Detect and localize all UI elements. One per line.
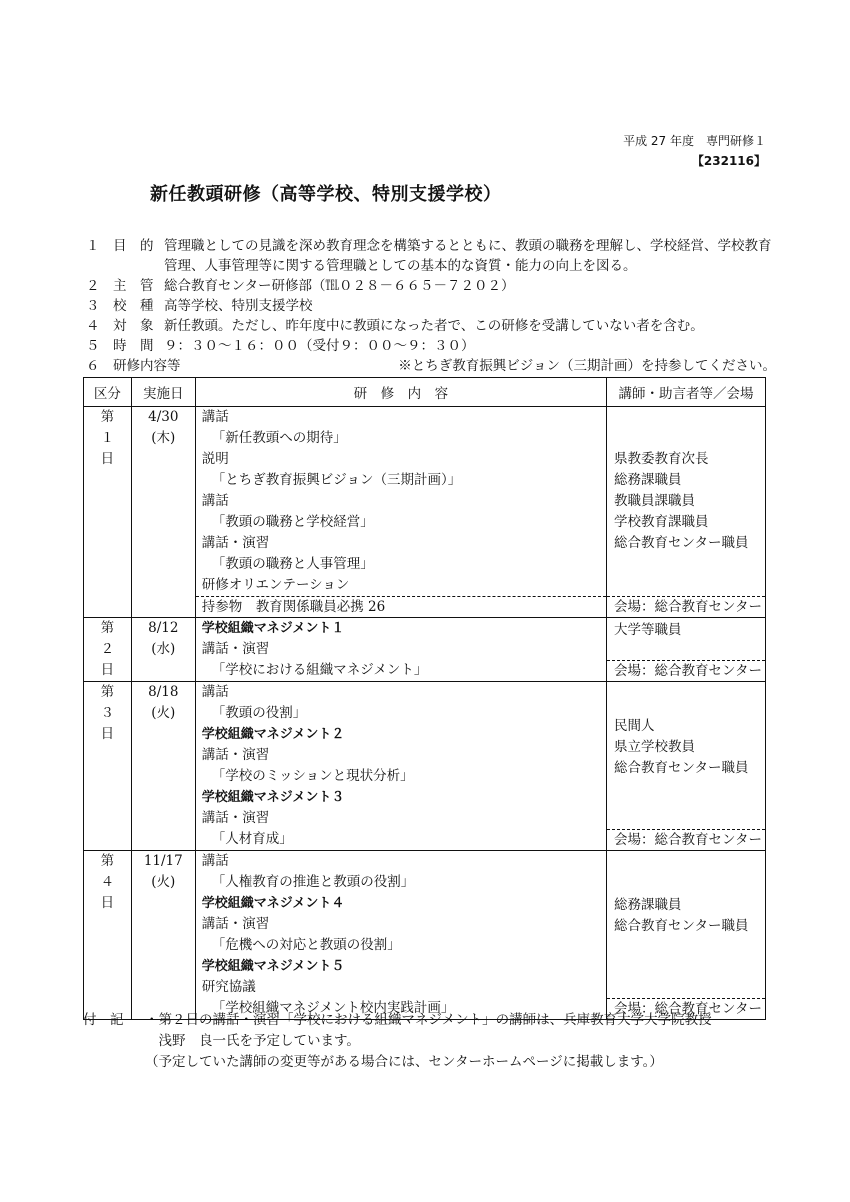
day-char: 日 (100, 662, 115, 678)
date-value: 4/30 (148, 409, 179, 425)
day-label (84, 682, 132, 851)
content-line: 「学校における組織マネジメント」 (211, 662, 428, 678)
info-row-content (86, 356, 776, 376)
lecturer-line: 総合教育センター職員 (614, 918, 749, 934)
info-row-time (86, 336, 776, 356)
lecturer-line: 県立学校教員 (614, 739, 696, 755)
info-text: 総合教育センター研修部（℡０２８－６６５－７２０２） (164, 278, 515, 294)
day-char: 第 (100, 409, 115, 425)
content-line: 講話・演習 (201, 641, 270, 657)
table-row-day1 (84, 407, 766, 618)
content-line: 講話 (201, 684, 229, 700)
info-text: 新任教頭。ただし、昨年度中に教頭になった者で、この研修を受講していない者を含む。 (164, 318, 704, 334)
content-line: 説明 (201, 451, 229, 467)
info-label: １ 目 的 (86, 238, 154, 254)
content-line: 「教頭の職務と学校経営」 (211, 514, 374, 530)
content-line: 講話 (201, 493, 229, 509)
footnote-row (83, 1010, 712, 1031)
content-line: 講話 (201, 409, 229, 425)
info-row-school-type (86, 296, 776, 316)
lecturer-line: 民間人 (614, 718, 655, 734)
day-number: ３ (100, 705, 115, 721)
header-lecturer: 講師・助言者等／会場 (607, 378, 766, 407)
date-cell (131, 682, 195, 851)
lecturer-cell (607, 407, 766, 618)
lecturer-cell (607, 682, 766, 851)
venue-label: 会場：総合教育センター (607, 829, 765, 850)
header-date: 実施日 (131, 378, 195, 407)
day-number: １ (100, 430, 115, 446)
day-char: 第 (100, 853, 115, 869)
lecturer-line: 総合教育センター職員 (614, 535, 749, 551)
table-row-day2 (84, 618, 766, 682)
header-division: 区分 (84, 378, 132, 407)
footnote-label: 付 記 (83, 1012, 124, 1028)
content-cell (195, 407, 606, 618)
info-text: 管理職としての見識を深め教育理念を構築するとともに、教頭の職務を理解し、学校経営、学校教育管理、人事管理等に関する管理職としての基本的な資質・能力の向上を図る。 (164, 238, 772, 274)
date-value: 11/17 (143, 853, 183, 869)
lecturer-line: 総務課職員 (614, 472, 682, 488)
content-cell (195, 618, 606, 682)
page-title: 新任教頭研修（高等学校、特別支援学校） (150, 184, 502, 205)
content-line: 学校組織マネジメント２ (201, 727, 345, 742)
content-line: 学校組織マネジメント３ (201, 790, 345, 805)
weekday: (火) (151, 705, 176, 721)
footnote-row (83, 1031, 712, 1052)
info-row-organizer (86, 276, 776, 296)
header-content: 研 修 内 容 (195, 378, 606, 407)
content-line: 講話・演習 (201, 810, 270, 826)
content-line: 学校組織マネジメント４ (201, 896, 345, 911)
content-line: 学校組織マネジメント１ (201, 621, 345, 636)
footnote-spacer (83, 1031, 145, 1052)
day-number: ４ (100, 874, 115, 890)
weekday: (火) (151, 874, 176, 890)
fiscal-year-label: 平成 27 年度 専門研修１ (623, 134, 766, 148)
course-code: 【232116】 (691, 154, 766, 168)
materials-line: 持参物 教育関係職員必携 26 (196, 596, 606, 617)
info-row-target (86, 316, 776, 336)
content-line: 「学校組織マネジメント校内実践計画」 (211, 1000, 455, 1016)
table-header-row (84, 378, 766, 407)
day-char: 日 (100, 895, 115, 911)
content-cell (195, 682, 606, 851)
lecturer-line: 県教委教育次長 (614, 451, 709, 467)
weekday: (水) (151, 641, 176, 657)
day-label (84, 851, 132, 1020)
content-line: 講話・演習 (201, 747, 270, 763)
content-line: 「とちぎ教育振興ビジョン（三期計画）」 (211, 472, 462, 488)
content-line: 講話 (201, 853, 229, 869)
materials-note: ※とちぎ教育振興ビジョン（三期計画）を持参してください。 (398, 358, 776, 374)
day-label (84, 407, 132, 618)
content-line: 講話・演習 (201, 535, 270, 551)
info-label: ２ 主 管 (86, 278, 154, 294)
day-char: 第 (100, 684, 115, 700)
info-label: ３ 校 種 (86, 298, 154, 314)
info-section (86, 236, 776, 376)
lecturer-line: 総務課職員 (614, 897, 682, 913)
lecturer-line: 教職員課職員 (614, 493, 696, 509)
day-label (84, 618, 132, 682)
info-text: 高等学校、特別支援学校 (164, 298, 313, 314)
lecturer-line: 大学等職員 (614, 622, 682, 638)
section6-label: ６ 研修内容等 (86, 358, 181, 374)
content-line: 「新任教頭への期待」 (211, 430, 347, 446)
date-cell (131, 618, 195, 682)
date-cell (131, 407, 195, 618)
day-char: 日 (100, 726, 115, 742)
weekday: (木) (151, 430, 176, 446)
content-cell (195, 851, 606, 1020)
date-value: 8/18 (148, 684, 179, 700)
content-line: 研修オリエンテーション (201, 577, 350, 593)
day-char: 日 (100, 451, 115, 467)
content-line: 講話・演習 (201, 916, 270, 932)
venue-label: 会場：総合教育センター (607, 596, 765, 617)
lecturer-cell (607, 851, 766, 1020)
info-label: ５ 時 間 (86, 338, 154, 354)
content-line: 学校組織マネジメント５ (201, 959, 345, 974)
content-line: 「教頭の職務と人事管理」 (211, 556, 374, 572)
content-line: 「教頭の役割」 (211, 705, 307, 721)
day-char: 第 (100, 620, 115, 636)
content-line: 研究協議 (201, 979, 256, 995)
day-number: ２ (100, 641, 115, 657)
date-value: 8/12 (148, 620, 179, 636)
footnote-line: ・第２日の講話・演習「学校における組織マネジメント」の講師は、兵庫教育大学大学院教授 (145, 1012, 712, 1028)
schedule-table (83, 377, 766, 1020)
info-label: ４ 対 象 (86, 318, 154, 334)
footnote-line: （予定していた講師の変更等がある場合には、センターホームページに掲載します。） (145, 1054, 663, 1070)
lecturer-line: 総合教育センター職員 (614, 760, 749, 776)
lecturer-line: 学校教育課職員 (614, 514, 709, 530)
footnote-line: 浅野 良一氏を予定しています。 (145, 1033, 360, 1049)
content-line: 「学校のミッションと現状分析」 (211, 768, 414, 784)
info-row-purpose (86, 236, 776, 276)
content-line: 「危機への対応と教頭の役割」 (211, 937, 401, 953)
footnote (83, 1010, 712, 1073)
lecturer-cell (607, 618, 766, 682)
content-line: 「人権教育の推進と教頭の役割」 (211, 874, 415, 890)
footnote-row (83, 1052, 712, 1073)
footnote-spacer (83, 1052, 145, 1073)
table-row-day3 (84, 682, 766, 851)
date-cell (131, 851, 195, 1020)
venue-label: 会場：総合教育センター (607, 660, 765, 681)
venue-label: 会場：総合教育センター (607, 998, 765, 1019)
table-row-day4 (84, 851, 766, 1020)
info-text: ９：３０～１６：００（受付９：００～９：３０） (164, 338, 475, 354)
content-line: 「人材育成」 (211, 831, 293, 847)
